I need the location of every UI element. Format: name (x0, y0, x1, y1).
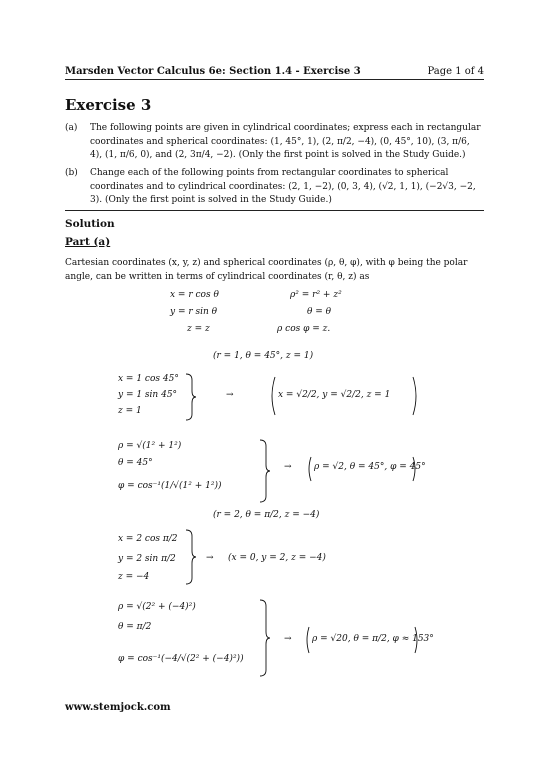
header-rule (65, 79, 484, 80)
formula-rho: ρ² = r² + z² (290, 290, 342, 300)
formula-z: z = z (187, 324, 210, 334)
point2-caption: (r = 2, θ = π/2, z = −4) (213, 510, 320, 520)
page-number: Page 1 of 4 (427, 66, 484, 77)
formula-x: x = r cos θ (170, 290, 219, 300)
sph-result: ρ = √20, θ = π/2, φ ≈ 153° (312, 634, 434, 644)
part-heading: Part (a) (65, 236, 111, 248)
arrow-icon: → (226, 390, 234, 400)
right-brace-icon (184, 528, 198, 586)
formula-theta: θ = θ (307, 307, 332, 317)
point1-spherical (118, 438, 426, 504)
sph-line-rho: ρ = √(1² + 1²) (118, 441, 182, 451)
right-brace-icon (258, 438, 272, 504)
item-label: (a) (65, 123, 78, 133)
rect-result: (x = 0, y = 2, z = −4) (228, 553, 326, 563)
rect-line-y: y = 2 sin π/2 (118, 554, 176, 564)
rect-line-z: z = −4 (118, 572, 150, 582)
rect-line-z: z = 1 (118, 406, 142, 416)
rect-line-x: x = 2 cos π/2 (118, 534, 178, 544)
formula-y: y = r sin θ (170, 307, 218, 317)
arrow-icon: → (284, 634, 292, 644)
point1-caption: (r = 1, θ = 45°, z = 1) (213, 351, 314, 361)
arrow-icon: → (206, 553, 214, 563)
right-brace-icon (184, 372, 198, 422)
solution-heading: Solution (65, 218, 115, 230)
item-label: (b) (65, 168, 78, 178)
rect-line-x: x = 1 cos 45° (118, 374, 179, 384)
sph-line-theta: θ = π/2 (118, 622, 152, 632)
sph-line-phi: φ = cos⁻¹(1/√(1² + 1²)) (118, 481, 222, 491)
point2-spherical (118, 598, 438, 678)
point1-rectangular (118, 372, 418, 422)
left-paren-icon (304, 626, 310, 654)
left-paren-icon (306, 456, 312, 482)
header-title: Marsden Vector Calculus 6e: Section 1.4 - Exercise 3 (65, 66, 361, 77)
sph-line-rho: ρ = √(2² + (−4)²) (118, 602, 196, 612)
formula-phi: ρ cos φ = z. (277, 324, 331, 334)
right-paren-icon (412, 456, 418, 482)
rect-line-y: y = 1 sin 45° (118, 390, 178, 400)
right-paren-icon (412, 376, 420, 416)
exercise-item-b (65, 167, 485, 209)
sph-line-phi: φ = cos⁻¹(−4/√(2² + (−4)²)) (118, 654, 244, 664)
arrow-icon: → (284, 462, 292, 472)
right-paren-icon (414, 626, 420, 654)
left-paren-icon (268, 376, 276, 416)
item-text: The following points are given in cylindrical coordinates; express each in rectangular coordinates and spherical coordinates: (1, 45°, 1), (2, π/2, −4), (0, 45°, 10), (3, π/6, 4), (1, π/6, 0), and (2, 3π/4, −2). (Only the first point is solved in the Study Guide.) (90, 123, 481, 161)
intro-paragraph: Cartesian coordinates (x, y, z) and spherical coordinates (ρ, θ, φ), with φ being the polar angle, can be written in terms of cylindrical coordinates (r, θ, z) as (65, 258, 468, 282)
item-text: Change each of the following points from rectangular coordinates to spherical coordinates and to cylindrical coordinates: (2, 1, −2), (0, 3, 4), (√2, 1, 1), (−2√3, −2, 3). (Only the first point is solved in the Study Guide.) (90, 168, 476, 206)
exercise-item-a (65, 122, 485, 164)
point2-rectangular (118, 528, 418, 586)
exercise-title: Exercise 3 (65, 96, 152, 114)
right-brace-icon (258, 598, 272, 678)
rect-result: x = √2/2, y = √2/2, z = 1 (278, 390, 391, 400)
section-rule (65, 210, 484, 211)
footer-url: www.stemjock.com (65, 702, 171, 713)
sph-result: ρ = √2, θ = 45°, φ = 45° (314, 462, 426, 472)
conversion-formulas (140, 290, 420, 342)
sph-line-theta: θ = 45° (118, 458, 153, 468)
